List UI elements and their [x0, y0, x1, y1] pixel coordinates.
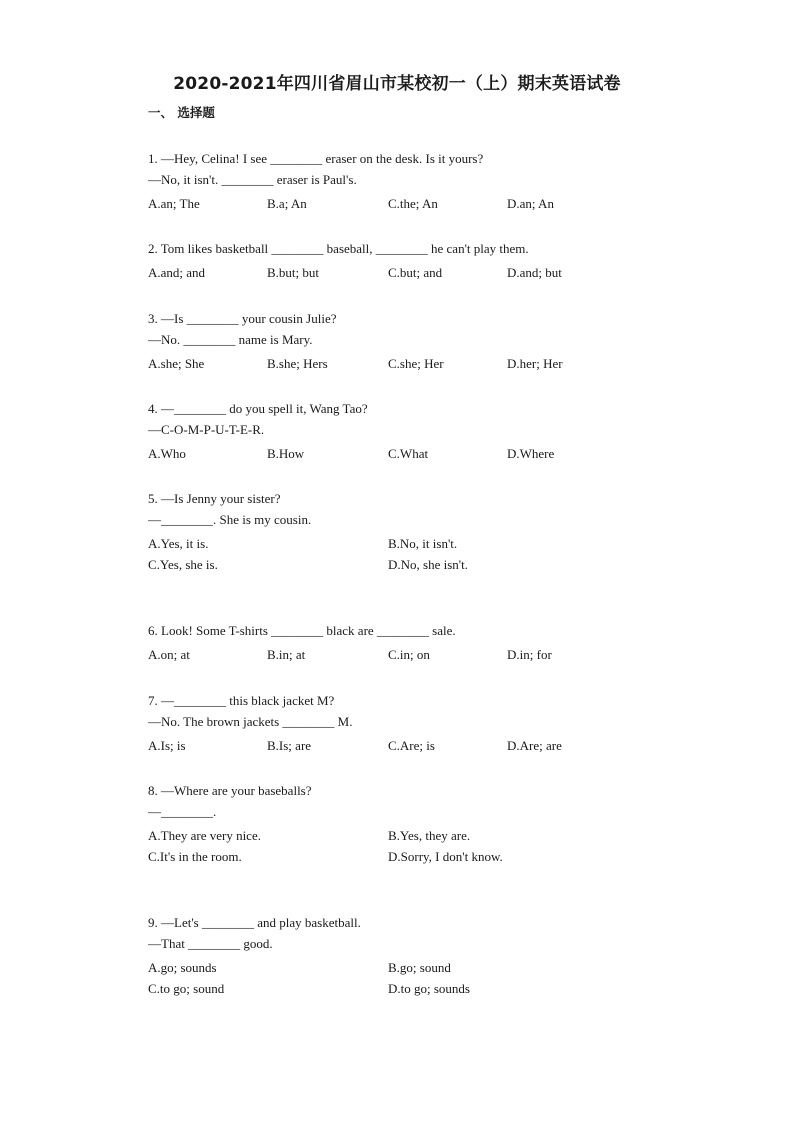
question-9-options-row-1: [148, 956, 648, 979]
option-c: C.What: [388, 446, 429, 461]
question-8-options-row-1: [148, 824, 648, 847]
option-b: B.How: [267, 446, 305, 461]
question-7-stem: 7. —________ this black jacket M?: [148, 693, 335, 708]
option-a: A.Who: [148, 446, 186, 461]
option-d: D.to go; sounds: [388, 981, 470, 996]
option-d: D.No, she isn't.: [388, 557, 468, 572]
option-b: B.No, it isn't.: [388, 536, 458, 551]
question-4: [148, 398, 648, 465]
question-7-options: [148, 734, 648, 757]
option-a: A.They are very nice.: [148, 828, 261, 843]
option-d: D.Where: [507, 446, 555, 461]
option-c: C.the; An: [388, 196, 438, 211]
option-d: D.her; Her: [507, 356, 563, 371]
option-a: A.and; and: [148, 265, 206, 280]
option-b: B.but; but: [267, 265, 320, 280]
option-c: C.It's in the room.: [148, 849, 242, 864]
question-8: [148, 780, 648, 868]
question-5-options-row-2: [148, 553, 648, 576]
option-a: A.Is; is: [148, 738, 186, 753]
question-1-stem: 1. —Hey, Celina! I see ________ eraser on the desk. Is it yours?: [148, 151, 484, 166]
option-b: B.Yes, they are.: [388, 828, 471, 843]
question-6: [148, 620, 648, 666]
option-b: B.Is; are: [267, 738, 312, 753]
question-3: [148, 308, 648, 375]
question-6-stem: 6. Look! Some T-shirts ________ black are ________ sale.: [148, 623, 456, 638]
question-2: [148, 238, 648, 284]
question-3-answer-line: —No. ________ name is Mary.: [148, 332, 313, 347]
option-a: A.go; sounds: [148, 960, 217, 975]
option-c: C.Are; is: [388, 738, 435, 753]
question-5-options-row-1: [148, 532, 648, 555]
question-5: [148, 488, 648, 576]
question-3-options: [148, 352, 648, 375]
question-8-options-row-2: [148, 845, 648, 868]
option-c: C.she; Her: [388, 356, 444, 371]
question-8-stem: 8. —Where are your baseballs?: [148, 783, 312, 798]
question-9-answer-line: —That ________ good.: [148, 936, 273, 951]
question-9-options-row-2: [148, 977, 648, 1000]
question-8-answer-line: —________.: [148, 804, 217, 819]
option-b: B.a; An: [267, 196, 307, 211]
question-1: [148, 148, 648, 215]
question-5-stem: 5. —Is Jenny your sister?: [148, 491, 281, 506]
option-b: B.in; at: [267, 647, 306, 662]
question-3-stem: 3. —Is ________ your cousin Julie?: [148, 311, 337, 326]
question-4-stem: 4. —________ do you spell it, Wang Tao?: [148, 401, 368, 416]
section-heading: 一、 选择题: [148, 105, 215, 120]
question-5-answer-line: —________. She is my cousin.: [148, 512, 312, 527]
question-7-answer-line: —No. The brown jackets ________ M.: [148, 714, 353, 729]
question-1-answer-line: —No, it isn't. ________ eraser is Paul's.: [148, 172, 357, 187]
option-c: C.to go; sound: [148, 981, 225, 996]
option-d: D.an; An: [507, 196, 554, 211]
option-c: C.Yes, she is.: [148, 557, 218, 572]
option-a: A.she; She: [148, 356, 205, 371]
question-9: [148, 912, 648, 1000]
question-2-options: [148, 261, 648, 284]
option-b: B.go; sound: [388, 960, 451, 975]
option-c: C.but; and: [388, 265, 443, 280]
question-2-stem: 2. Tom likes basketball ________ baseball, ________ he can't play them.: [148, 241, 529, 256]
option-a: A.on; at: [148, 647, 190, 662]
option-c: C.in; on: [388, 647, 430, 662]
question-6-options: [148, 643, 648, 666]
option-d: D.and; but: [507, 265, 562, 280]
option-a: A.an; The: [148, 196, 200, 211]
question-4-answer-line: —C-O-M-P-U-T-E-R.: [148, 422, 265, 437]
option-b: B.she; Hers: [267, 356, 328, 371]
question-1-options: [148, 192, 648, 215]
question-4-options: [148, 442, 648, 465]
question-9-stem: 9. —Let's ________ and play basketball.: [148, 915, 361, 930]
option-d: D.Sorry, I don't know.: [388, 849, 503, 864]
option-d: D.Are; are: [507, 738, 562, 753]
question-7: [148, 690, 648, 757]
exam-title: 2020-2021年四川省眉山市某校初一（上）期末英语试卷: [173, 74, 621, 94]
option-d: D.in; for: [507, 647, 552, 662]
option-a: A.Yes, it is.: [148, 536, 209, 551]
